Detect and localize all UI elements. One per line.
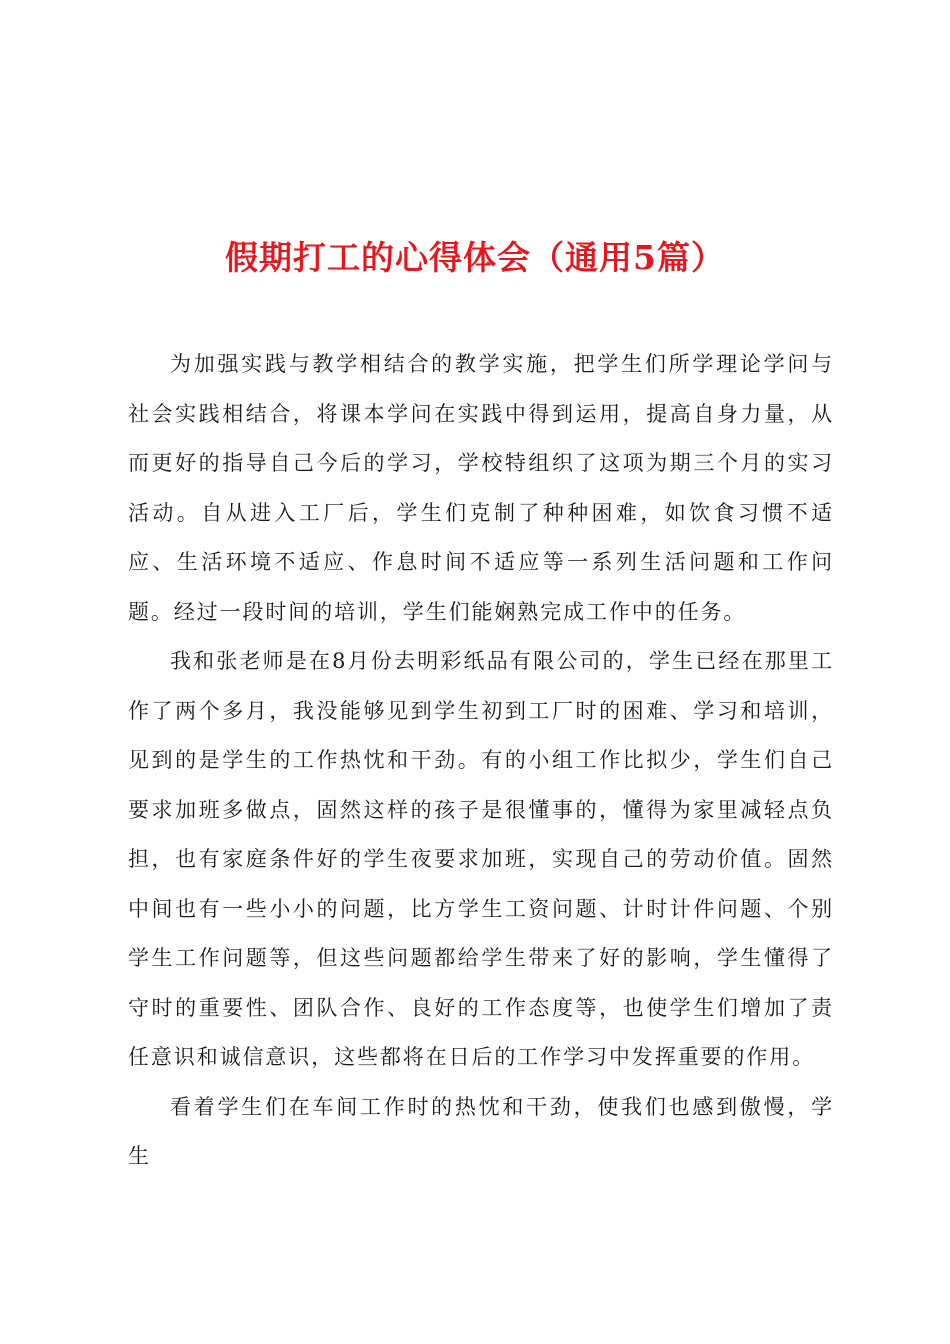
paragraph-1: 为加强实践与教学相结合的教学实施，把学生们所学理论学问与社会实践相结合，将课本学问在实践中得到运用，提高自身力量，从而更好的指导自己今后的学习，学校特组织了这项为期三个月的实习活动。自从进入工厂后，学生们克制了种种困难，如饮食习惯不适应、生活环境不适应、作息时间不适应等一系列生活问题和工作问题。经过一段时间的培训，学生们能娴熟完成工作中的任务。 bbox=[128, 352, 834, 624]
document-title: 假期打工的心得体会（通用5篇） bbox=[225, 238, 725, 278]
document-body bbox=[128, 340, 834, 1182]
paragraph-3: 看着学生们在车间工作时的热忱和干劲，使我们也感到傲慢，学生 bbox=[128, 1094, 834, 1168]
paragraph-2: 我和张老师是在8月份去明彩纸品有限公司的，学生已经在那里工作了两个多月，我没能够见到学生初到工厂时的困难、学习和培训，见到的是学生的工作热忱和干劲。有的小组工作比拟少，学生们自己要求加班多做点，固然这样的孩子是很懂事的，懂得为家里减轻点负担，也有家庭条件好的学生夜要求加班，实现自己的劳动价值。固然中间也有一些小小的问题，比方学生工资问题、计时计件问题、个别学生工作问题等，但这些问题都给学生带来了好的影响，学生懂得了守时的重要性、团队合作、良好的工作态度等，也使学生们增加了责任意识和诚信意识，这些都将在日后的工作学习中发挥重要的作用。 bbox=[128, 649, 834, 1069]
